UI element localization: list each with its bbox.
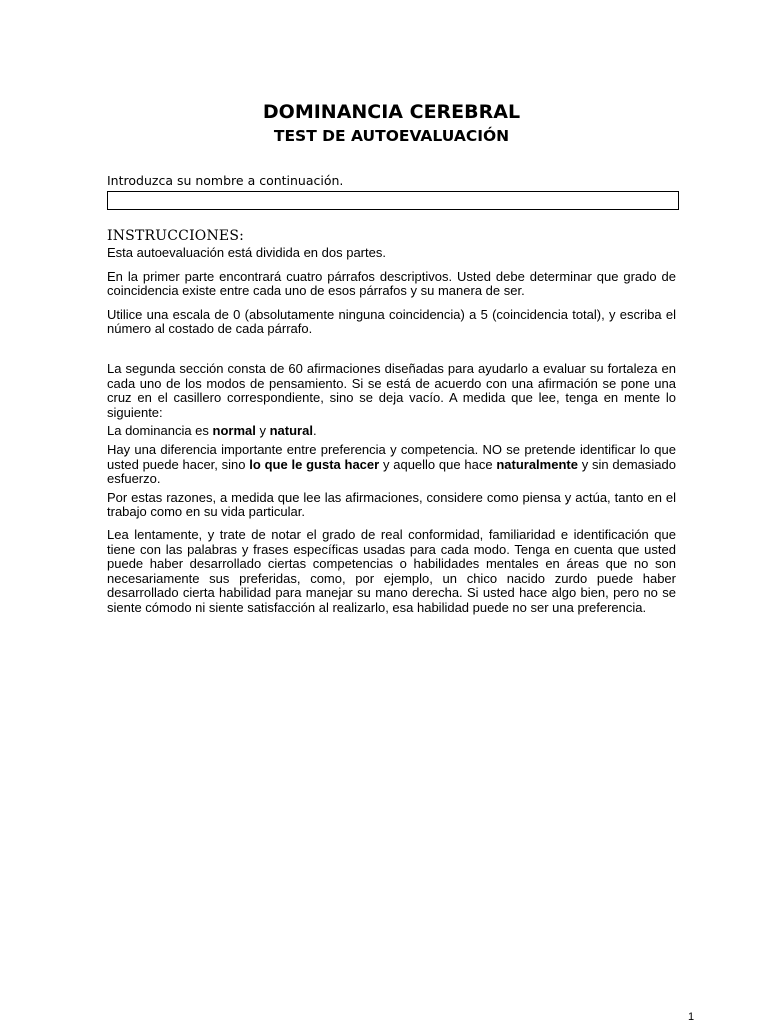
instructions-paragraph-1: Esta autoevaluación está dividida en dos partes. <box>107 245 386 260</box>
paragraph-text: La dominancia es <box>107 423 213 439</box>
emphasis-natural: natural <box>269 423 313 439</box>
instructions-paragraph-2: En la primer parte encontrará cuatro párrafos descriptivos. Usted debe determinar que grado de coincidencia existe entre cada uno de esos párrafos y su manera de ser. <box>107 268 676 299</box>
paragraph-text: . <box>312 423 317 439</box>
instructions-paragraph-3: Utilice una escala de 0 (absolutamente ninguna coincidencia) a 5 (coincidencia total), y escriba el número al costado de cada párrafo. <box>107 306 676 337</box>
paragraph-text: y sin demasiado esfuerzo. <box>107 456 676 487</box>
instructions-heading: INSTRUCCIONES: <box>107 228 245 244</box>
emphasis-lo-que-le-gusta-hacer: lo que le gusta hacer <box>249 456 380 472</box>
document-title: DOMINANCIA CEREBRAL <box>262 101 521 123</box>
instructions-paragraph-4: La segunda sección consta de 60 afirmaciones diseñadas para ayudarlo a evaluar su fortaleza en cada uno de los modos de pensamiento. Si se está de acuerdo con una afirmación se pone una cruz en el casillero correspondiente, sino se deja vacío. A medida que lee, tenga en mente lo siguiente: <box>107 360 676 420</box>
paragraph-text: Hay una diferencia importante entre preferencia y competencia. NO se pretende identificar lo que usted puede hacer, sino <box>107 441 676 472</box>
instructions-paragraph-8: Lea lentamente, y trate de notar el grado de real conformidad, familiaridad e identificación que tiene con las palabras y frases específicas usadas para cada modo. Tenga en cuenta que usted puede haber desarrollado ciertas competencias o habilidades mentales en áreas que no son necesariamente sus preferidas, como, por ejemplo, un chico nacido zurdo puede haber desarrollado cierta habilidad para manejar su mano derecha. Si usted hace algo bien, pero no se siente cómodo ni siente satisfacción al realizarlo, esa habilidad puede no ser una preferencia. <box>107 526 676 615</box>
page-number: 1 <box>688 1011 695 1023</box>
emphasis-naturalmente: naturalmente <box>496 456 578 472</box>
instructions-paragraph-5 <box>107 424 676 439</box>
paragraph-text: y <box>255 423 270 439</box>
document-subtitle: TEST DE AUTOEVALUACIÓN <box>273 127 510 145</box>
name-input[interactable] <box>107 191 679 210</box>
instructions-paragraph-7: Por estas razones, a medida que lee las afirmaciones, considere como piensa y actúa, tanto en el trabajo como en su vida particular. <box>107 489 676 520</box>
document-page <box>107 100 676 615</box>
instructions-paragraph-6 <box>107 443 676 487</box>
paragraph-text: y aquello que hace <box>379 456 497 472</box>
emphasis-normal: normal <box>212 423 256 439</box>
name-label: Introduzca su nombre a continuación. <box>107 173 344 188</box>
